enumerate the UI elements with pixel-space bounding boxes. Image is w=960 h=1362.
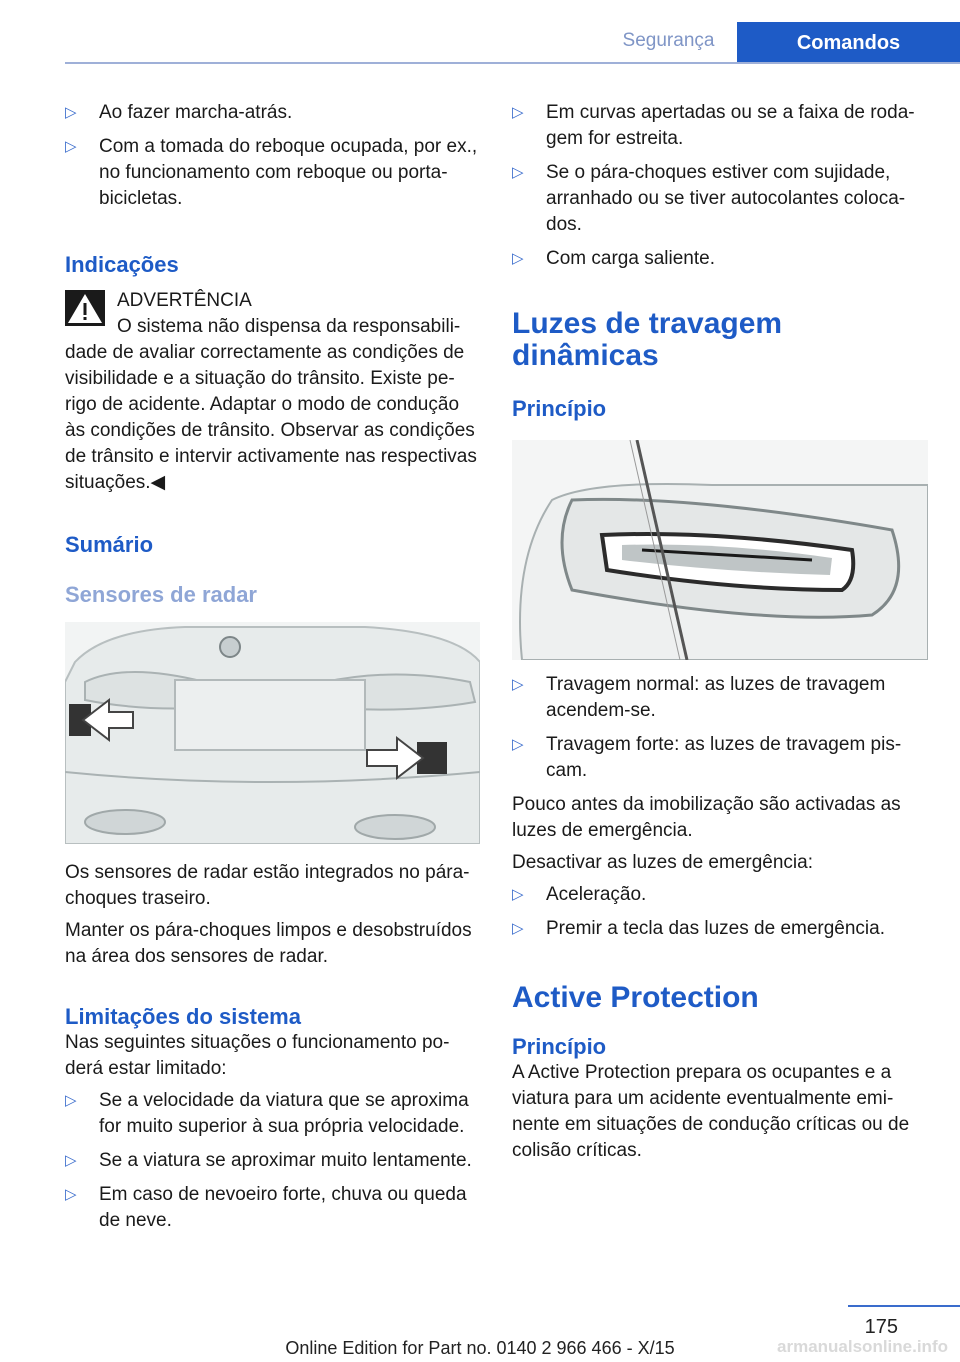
list-item: ▷ Com a tomada do reboque ocupada, por ex., no funcionamento com reboque ou porta-bicicletas. — [65, 136, 478, 209]
bullet-triangle-icon: ▷ — [512, 920, 524, 937]
list-item: ▷ Com carga saliente. — [512, 246, 928, 272]
limitacoes-heading: Limitações do sistema — [65, 1004, 301, 1029]
limitacoes-intro: Nas seguintes situações o funcionamento poderá estar limitado: — [65, 1032, 450, 1079]
page-number: 175 — [864, 1316, 898, 1338]
bullet-triangle-icon: ▷ — [512, 250, 524, 267]
list-item: ▷ Em curvas apertadas ou se a faixa de rodagem for estreita. — [512, 102, 915, 149]
list-item: ▷ Se o pára-choques estiver com sujidade, arranhado ou se tiver autocolantes colocados. — [512, 162, 906, 235]
limitacoes-bullets — [65, 1088, 480, 1234]
right-column — [512, 100, 928, 1164]
list-item: ▷ Travagem forte: as luzes de travagem piscam. — [512, 734, 902, 781]
list-item: ▷ Premir a tecla das luzes de emergência. — [512, 916, 928, 942]
warning-triangle-icon — [65, 290, 105, 326]
bullet-triangle-icon: ▷ — [65, 1186, 77, 1203]
list-item: ▷ Aceleração. — [512, 882, 928, 908]
header-section-label: Segurança — [622, 30, 715, 51]
active-principio-heading: Princípio — [512, 1034, 607, 1059]
bullet-triangle-icon: ▷ — [512, 676, 524, 693]
bullet-triangle-icon: ▷ — [65, 1092, 77, 1109]
list-item: ▷ Se a velocidade da viatura que se aproxima for muito superior à sua própria velocidade. — [65, 1090, 469, 1137]
header-rule — [65, 62, 960, 64]
bullet-triangle-icon: ▷ — [65, 104, 77, 121]
emergencia-paragraph: Pouco antes da imobilização são activadas as luzes de emergência. — [512, 794, 901, 841]
bullet-triangle-icon: ▷ — [65, 138, 77, 155]
active-protection-heading: Active Protection — [512, 981, 759, 1014]
sensores-paragraph-1: Os sensores de radar estão integrados no pára-choques traseiro. — [65, 862, 470, 909]
list-item: ▷ Ao fazer marcha-atrás. — [65, 100, 480, 126]
car-rear-illustration — [65, 622, 480, 844]
footer-rule — [848, 1305, 960, 1307]
watermark: armanualsonline.info — [777, 1337, 948, 1356]
list-item: ▷ Se a viatura se aproximar muito lentamente. — [65, 1148, 480, 1174]
bullet-triangle-icon: ▷ — [512, 104, 524, 121]
sensores-paragraph-2: Manter os pára-choques limpos e desobstruídos na área dos sensores de radar. — [65, 920, 472, 967]
left-top-bullets — [65, 100, 480, 212]
bullet-triangle-icon: ▷ — [512, 736, 524, 753]
header-chapter-tab: Comandos — [737, 22, 960, 64]
bullet-triangle-icon: ▷ — [512, 164, 524, 181]
left-column — [65, 100, 480, 1242]
radar-sensors-image — [65, 622, 480, 844]
brake-lights-image — [512, 440, 928, 660]
tail-light-illustration — [512, 440, 928, 660]
bullet-triangle-icon: ▷ — [65, 1152, 77, 1169]
bullet-triangle-icon: ▷ — [512, 886, 524, 903]
principio-heading: Princípio — [512, 396, 607, 421]
desactivar-bullets — [512, 882, 928, 942]
footer-edition: Online Edition for Part no. 0140 2 966 466 - X/15 — [285, 1338, 675, 1358]
list-item: ▷ Travagem normal: as luzes de travagem acendem-se. — [512, 674, 886, 721]
warning-box — [65, 288, 480, 496]
travagem-bullets — [512, 672, 928, 784]
right-top-bullets — [512, 100, 928, 272]
list-item: ▷ Em caso de nevoeiro forte, chuva ou queda de neve. — [65, 1184, 467, 1231]
sensores-heading: Sensores de radar — [65, 582, 257, 607]
active-protection-text: A Active Protection prepara os ocupantes e a viatura para um acidente eventualmente eminente em situações de condução críticas ou de colisão críticas. — [512, 1062, 910, 1161]
sumario-heading: Sumário — [65, 532, 154, 557]
luzes-heading: Luzes de travagem dinâmicas — [512, 307, 783, 372]
indicacoes-heading: Indicações — [65, 252, 179, 277]
desactivar-paragraph: Desactivar as luzes de emergência: — [512, 852, 813, 873]
warning-text: O sistema não dispensa da responsabilidade de avaliar correctamente as condições de visibilidade e a situação do trânsito. Existe perigo de acidente. Adaptar o modo de condução às condições de trânsito. Observar as condições de trânsito e intervir activamente nas respectivas situações.◀ — [65, 316, 477, 493]
warning-title: ADVERTÊNCIA — [117, 290, 252, 311]
